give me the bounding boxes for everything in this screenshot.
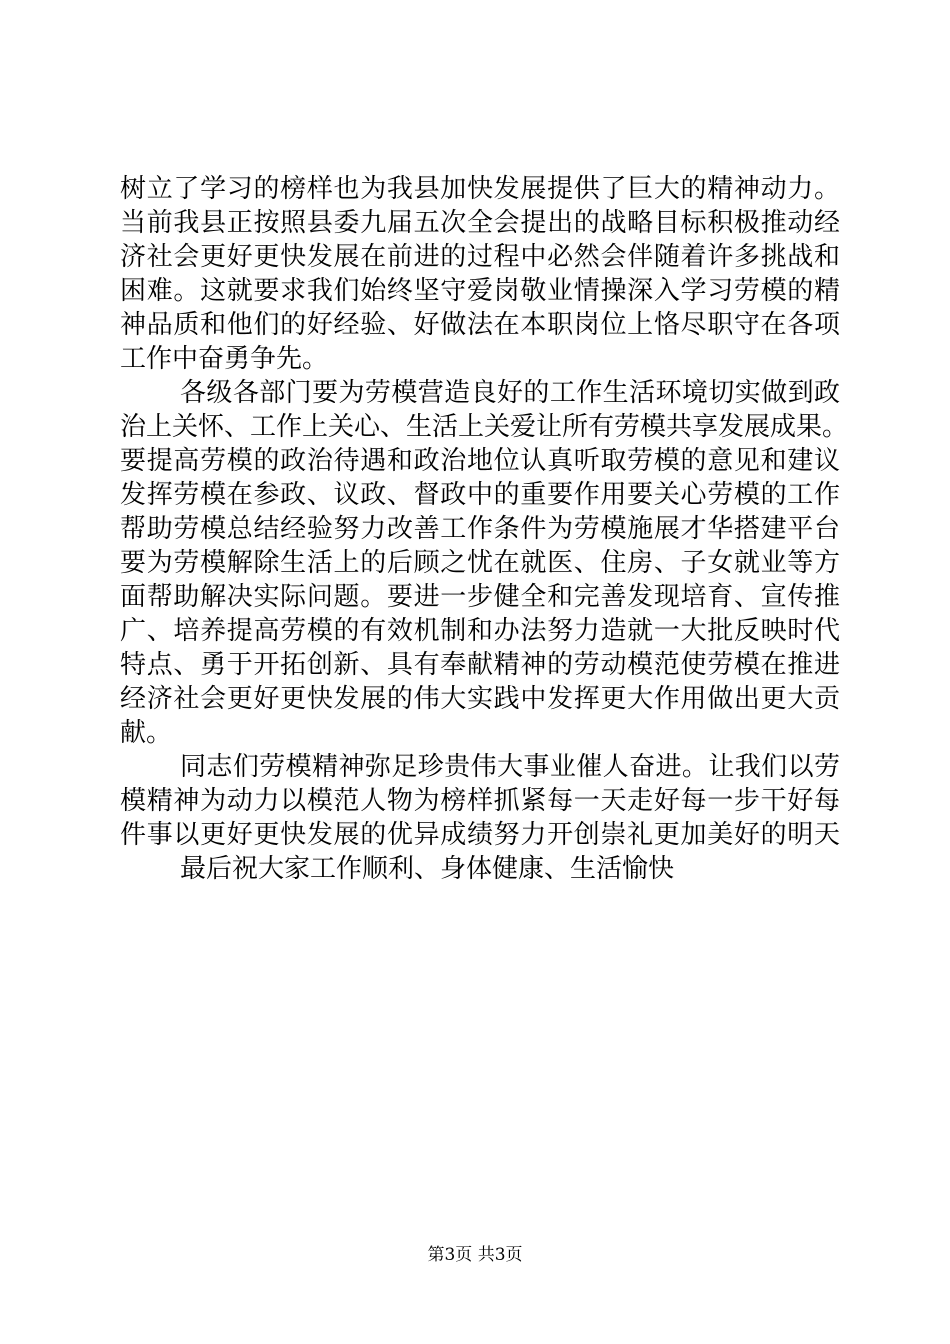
document-body — [120, 172, 849, 886]
paragraph-line: 同志们劳模精神弥足珍贵伟大事业催人奋进。让我们以劳 — [180, 752, 840, 782]
paragraph-line: 最后祝大家工作顺利、身体健康、生活愉快 — [180, 854, 675, 884]
paragraph-line: 发挥劳模在参政、议政、督政中的重要作用要关心劳模的工作 — [120, 480, 840, 510]
paragraph-line: 帮助劳模总结经验努力改善工作条件为劳模施展才华搭建平台 — [120, 514, 840, 544]
paragraph-line: 树立了学习的榜样也为我县加快发展提供了巨大的精神动力。 — [120, 174, 840, 204]
paragraph-line: 模精神为动力以模范人物为榜样抓紧每一天走好每一步干好每 — [120, 786, 840, 816]
paragraph-line: 济社会更好更快发展在前进的过程中必然会伴随着许多挑战和 — [120, 242, 840, 272]
paragraph-line: 献。 — [120, 718, 173, 748]
paragraph-line: 面帮助解决实际问题。要进一步健全和完善发现培育、宣传推 — [120, 582, 840, 612]
paragraph-line: 件事以更好更快发展的优异成绩努力开创崇礼更加美好的明天 — [120, 820, 840, 850]
paragraph-line: 广、培养提高劳模的有效机制和办法努力造就一大批反映时代 — [120, 616, 840, 646]
page-number-footer: 第3页 共3页 — [427, 1245, 523, 1265]
paragraph-line: 神品质和他们的好经验、好做法在本职岗位上恪尽职守在各项 — [120, 310, 840, 340]
paragraph-line: 特点、勇于开拓创新、具有奉献精神的劳动模范使劳模在推进 — [120, 650, 840, 680]
paragraph-line: 工作中奋勇争先。 — [120, 344, 329, 374]
paragraph-line: 各级各部门要为劳模营造良好的工作生活环境切实做到政 — [180, 378, 840, 408]
paragraph-line: 要提高劳模的政治待遇和政治地位认真听取劳模的意见和建议 — [120, 446, 840, 476]
paragraph-line: 治上关怀、工作上关心、生活上关爱让所有劳模共享发展成果。 — [120, 412, 849, 442]
paragraph-line: 经济社会更好更快发展的伟大实践中发挥更大作用做出更大贡 — [120, 684, 840, 714]
paragraph-line: 要为劳模解除生活上的后顾之忧在就医、住房、子女就业等方 — [120, 548, 840, 578]
paragraph-line: 当前我县正按照县委九届五次全会提出的战略目标积极推动经 — [120, 208, 840, 238]
paragraph-line: 困难。这就要求我们始终坚守爱岗敬业情操深入学习劳模的精 — [120, 276, 840, 306]
